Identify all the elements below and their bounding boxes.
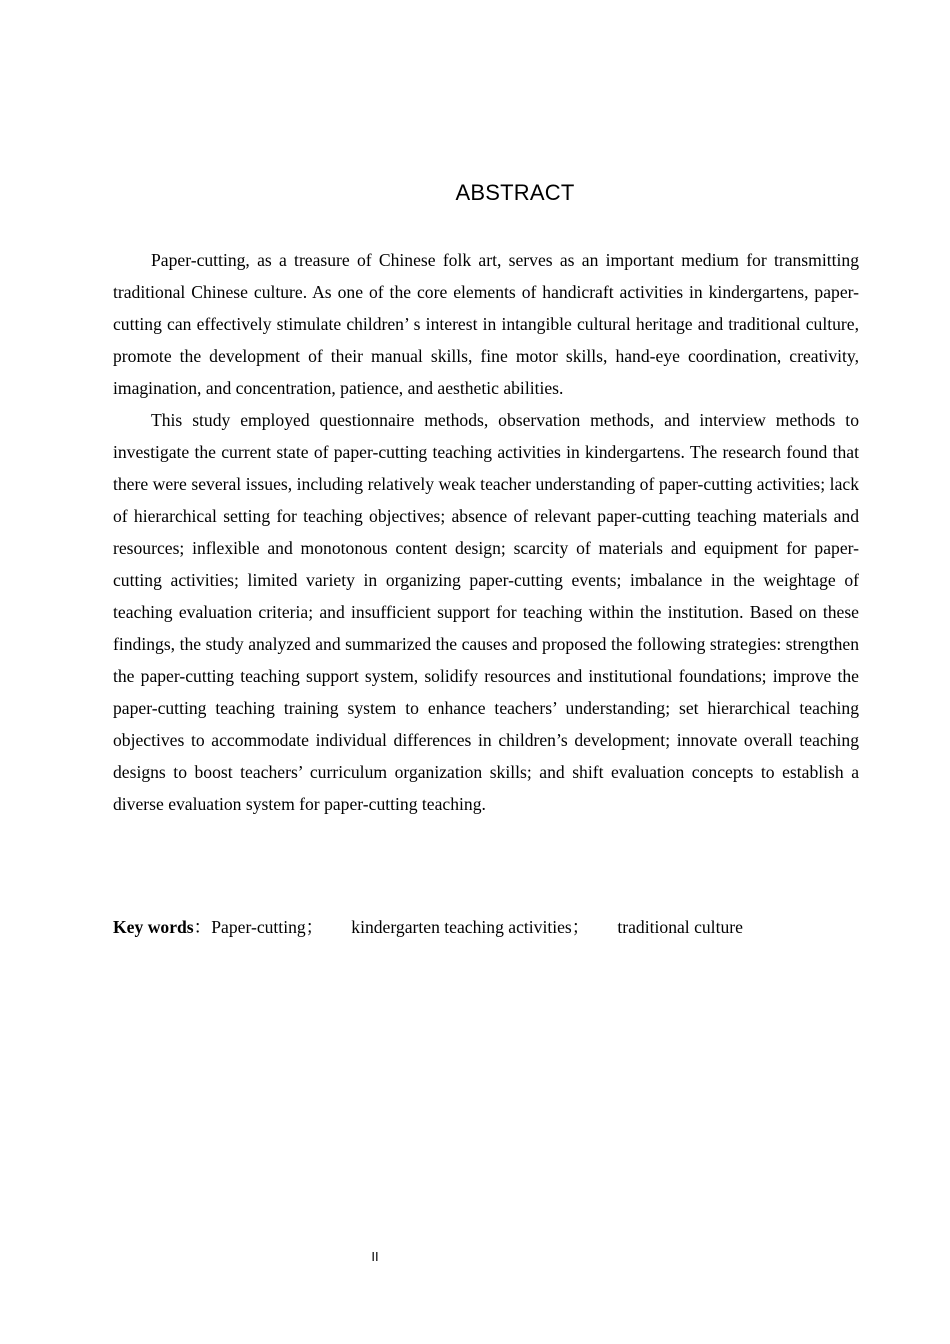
page-number: II [371,1249,379,1264]
keyword-item-2: kindergarten teaching activities； [351,917,590,937]
abstract-title: ABSTRACT [455,180,575,205]
abstract-body [113,244,859,820]
abstract-paragraph-2: This study employed questionnaire methods, observation methods, and interview methods to investigate the current state of paper-cutting teaching activities in kindergartens. The research found that there were several issues, including relatively weak teacher understanding of paper-cutting activities; lack of hierarchical setting for teaching objectives; absence of relevant paper-cutting teaching materials and resources; inflexible and monotonous content design; scarcity of materials and equipment for paper-cutting activities; limited variety in organizing paper-cutting events; imbalance in the weightage of teaching evaluation criteria; and insufficient support for teaching within the institution. Based on these findings, the study analyzed and summarized the causes and proposed the following strategies: strengthen the paper-cutting teaching support system, solidify resources and institutional foundations; improve the paper-cutting teaching training system to enhance teachers’ understanding; set hierarchical teaching objectives to accommodate individual differences in children’s development; innovate overall teaching designs to boost teachers’ curriculum organization skills; and shift evaluation concepts to establish a diverse evaluation system for paper-cutting teaching. [113,410,859,814]
abstract-paragraph-1: Paper-cutting, as a treasure of Chinese folk art, serves as an important medium for transmitting traditional Chinese culture. As one of the core elements of handicraft activities in kindergartens, paper-cutting can effectively stimulate children’ s interest in intangible cultural heritage and traditional culture, promote the development of their manual skills, fine motor skills, hand-eye coordination, creativity, imagination, and concentration, patience, and aesthetic abilities. [113,250,859,398]
keywords-line [113,911,859,943]
keywords-label: Key words [113,917,194,937]
keyword-item-1: Paper-cutting； [211,917,324,937]
keywords-colon: ： [193,917,212,937]
keyword-item-3: traditional culture [617,917,743,937]
